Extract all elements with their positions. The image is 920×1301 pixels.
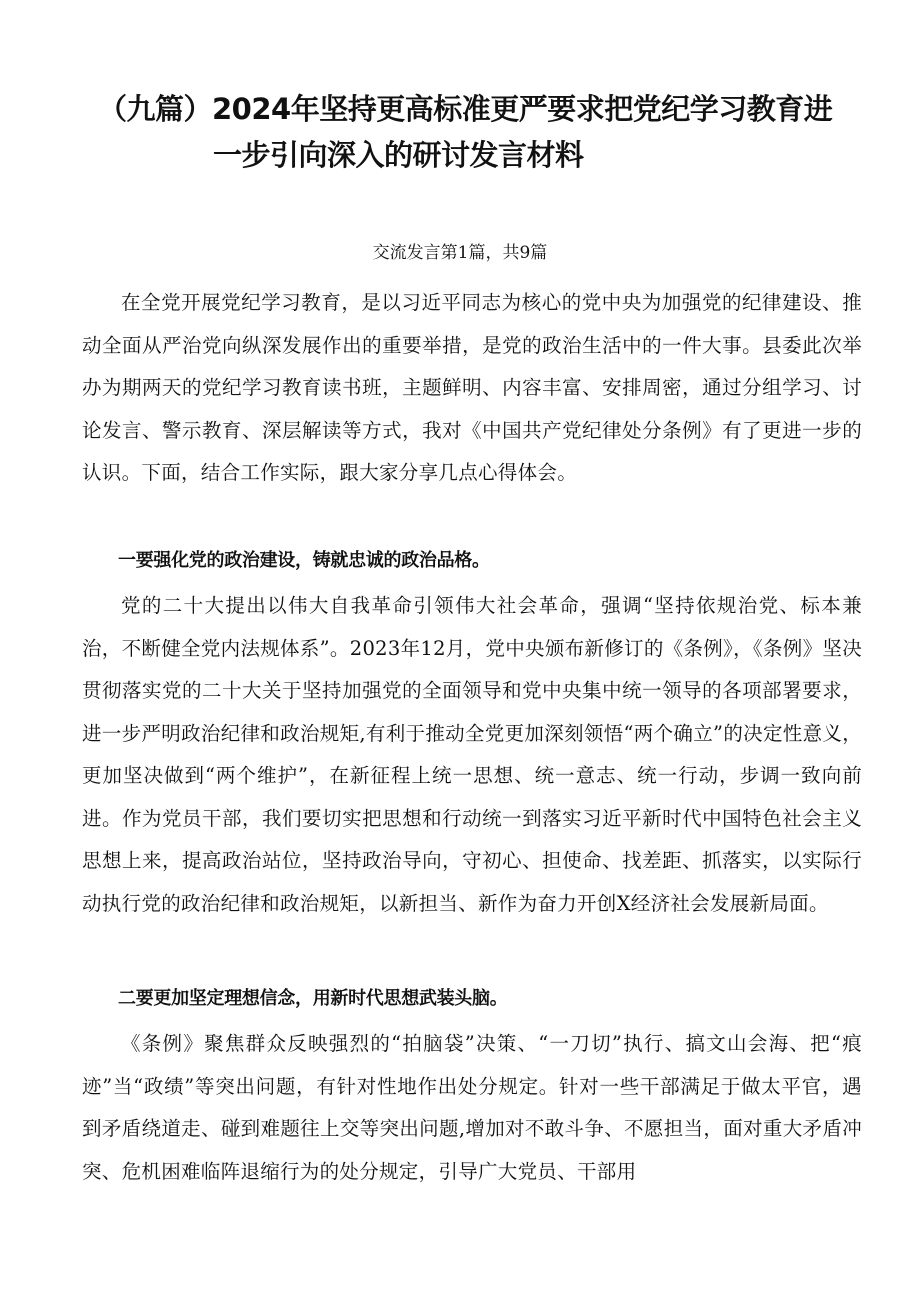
paragraph-section-2: 《条例》聚焦群众反映强烈的“拍脑袋”决策、“一刀切”执行、搞文山会海、把“痕迹”当“政绩”等突出问题，有针对性地作出处分规定。针对一些干部满足于做太平官，遇到矛盾绕道走、碰到难题往上交等突出问题,增加对不敢斗争、不愿担当，面对重大矛盾冲突、危机困难临阵退缩行为的处分规定，引导广大党员、干部用 — [82, 1032, 862, 1183]
document-title — [80, 86, 860, 178]
section-heading-1: 一要强化党的政治建设，铸就忠诚的政治品格。 — [118, 550, 490, 571]
paragraph-section-1: 党的二十大提出以伟大自我革命引领伟大社会革命，强调“坚持依规治党、标本兼治，不断健全党内法规体系”。2023年12月，党中央颁布新修订的《条例》，《条例》坚决贯彻落实党的二十大关于坚持加强党的全面领导和党中央集中统一领导的各项部署要求，进一步严明政治纪律和政治规矩,有利于推动全党更加深刻领悟“两个确立”的决定性意义，更加坚决做到“两个维护”，在新征程上统一思想、统一意志、统一行动，步调一致向前进。作为党员干部，我们要切实把思想和行动统一到落实习近平新时代中国特色社会主义思想上来，提高政治站位，坚持政治导向，守初心、担使命、找差距、抓落实，以实际行动执行党的政治纪律和政治规矩，以新担当、新作为奋力开创X经济社会发展新局面。 — [82, 594, 862, 915]
title-line-2: 一步引向深入的研讨发言材料 — [213, 138, 584, 172]
document-subtitle: 交流发言第1篇，共9篇 — [372, 243, 548, 263]
section-heading-2: 二要更加坚定理想信念，用新时代思想武装头脑。 — [118, 988, 508, 1009]
title-line-1: （九篇）2024年坚持更高标准更严要求把党纪学习教育进 — [98, 92, 833, 126]
paragraph-intro: 在全党开展党纪学习教育，是以习近平同志为核心的党中央为加强党的纪律建设、推动全面从严治党向纵深发展作出的重要举措，是党的政治生活中的一件大事。县委此次举办为期两天的党纪学习教育读书班，主题鲜明、内容丰富、安排周密，通过分组学习、讨论发言、警示教育、深层解读等方式，我对《中国共产党纪律处分条例》有了更进一步的认识。下面，结合工作实际，跟大家分享几点心得体会。 — [82, 291, 862, 484]
